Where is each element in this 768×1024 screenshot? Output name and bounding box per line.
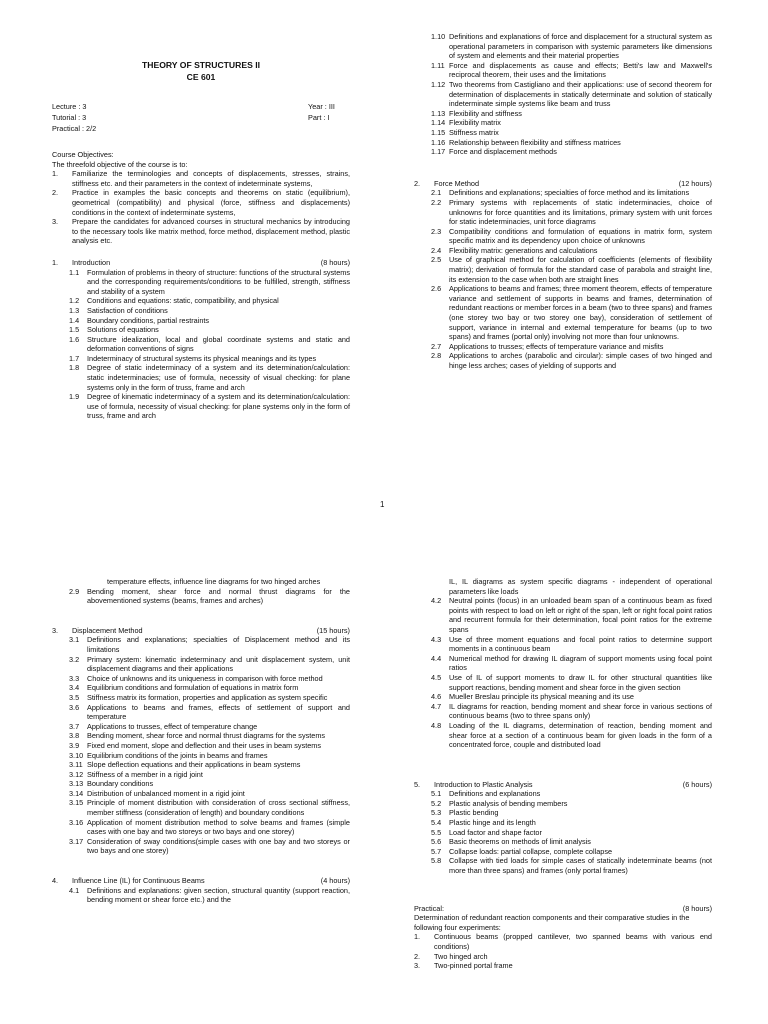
left-column-page2 xyxy=(52,577,350,905)
item-text: Definitions and explanations; specialties of force method and its limitations xyxy=(449,188,690,198)
item-text: Bending moment, shear force and normal thrust diagrams for the systems xyxy=(87,731,326,741)
item-number: 4.7 xyxy=(431,701,442,711)
list-item xyxy=(52,325,350,335)
item-text: Two-pinned portal frame xyxy=(434,961,513,971)
list-item xyxy=(52,296,350,306)
item-text: Applications to arches (parabolic and circular): simple cases of two hinged and hinge less arches; cases of yielding of supports and xyxy=(449,351,712,370)
item-number: 2. xyxy=(414,951,421,961)
section-4-items xyxy=(52,886,350,905)
left-column-page1 xyxy=(52,150,350,421)
item-text: Basic theorems on methods of limit analysis xyxy=(449,837,591,847)
list-item xyxy=(414,342,712,352)
item-number: 1.1 xyxy=(69,267,80,277)
item-text: Two theorems from Castigliano and their applications: use of second theorem for determination of displacements in statically determinate and solution of statically indeterminate simple systems like beam and truss xyxy=(449,79,712,109)
item-text: Load factor and shape factor xyxy=(449,827,542,837)
item-text: Applications to trusses; effects of temperature variance and misfits xyxy=(449,341,664,351)
item-number: 3.15 xyxy=(69,798,84,808)
item-text: Applications to beams and frames; three moment theorem, effects of temperature variance and settlement of supports in beams and frames, determination of redundant reactions or member forces in a beam (two to three spans) and frames (one storey two bay or two storey one bay), consideration of settlement of support, variance in internal and external temperature for beams (up to two spans) and frames (portal only) involving not more than four unknowns. xyxy=(449,284,712,342)
item-number: 3.10 xyxy=(69,750,84,760)
list-item xyxy=(52,188,350,217)
item-text: Definitions and explanations xyxy=(449,789,541,799)
list-item xyxy=(52,798,350,817)
list-item xyxy=(414,799,712,809)
list-item xyxy=(414,952,712,962)
list-item xyxy=(414,818,712,828)
item-number: 5.1 xyxy=(431,789,442,799)
list-item xyxy=(414,692,712,702)
section-1-heading: 1. Introduction (8 hours) xyxy=(52,257,350,267)
item-number: 1.16 xyxy=(431,137,446,147)
right-column-page1 xyxy=(414,32,712,371)
item-number: 1.3 xyxy=(69,305,80,315)
item-text: Collapse loads: partial collapse, complete collapse xyxy=(449,846,613,856)
item-number: 2.4 xyxy=(431,245,442,255)
item-text: Choice of unknowns and its uniqueness in comparison with force method xyxy=(87,673,323,683)
list-item xyxy=(414,837,712,847)
item-text: Familiarize the terminologies and concepts of displacements, stresses, strains, stiffness etc. and their parameters in the context of indeterminate systems, xyxy=(72,169,350,188)
item-text: Solutions of equations xyxy=(87,325,159,335)
list-item xyxy=(414,246,712,256)
list-item xyxy=(414,932,712,951)
item-number: 4.3 xyxy=(431,634,442,644)
item-number: 3.7 xyxy=(69,721,80,731)
list-item xyxy=(414,808,712,818)
list-item xyxy=(414,61,712,80)
list-item xyxy=(52,306,350,316)
item-number: 2.6 xyxy=(431,284,442,294)
lecture-hours: Lecture : 3 xyxy=(52,102,87,111)
list-item xyxy=(52,779,350,789)
list-item xyxy=(414,227,712,246)
item-text: Principle of moment distribution with consideration of cross sectional stiffness, member stiffness (consideration of length) and boundary conditions xyxy=(87,798,350,818)
list-item xyxy=(414,188,712,198)
item-number: 3.12 xyxy=(69,769,84,779)
list-item xyxy=(52,363,350,392)
objectives-intro: The threefold objective of the course is to: xyxy=(52,159,188,169)
item-number: 2.7 xyxy=(431,341,442,351)
section-4-items-cont xyxy=(414,596,712,750)
item-number: 5.6 xyxy=(431,837,442,847)
item-text: Definitions and explanations: given section, structural quantity (support reaction, bending moment or shear force etc.) and the xyxy=(87,885,350,905)
list-item xyxy=(52,741,350,751)
list-item xyxy=(414,789,712,799)
section-5-items xyxy=(414,789,712,875)
item-number: 1. xyxy=(52,169,59,179)
item-text: Stiffness matrix its formation, properties and application as system specific xyxy=(87,692,328,702)
list-item xyxy=(414,856,712,875)
list-item xyxy=(52,316,350,326)
list-item xyxy=(414,673,712,692)
list-item xyxy=(52,655,350,674)
list-item xyxy=(52,217,350,246)
item-number: 4.8 xyxy=(431,720,442,730)
item-number: 3.2 xyxy=(69,654,80,664)
practical-hours: Practical : 2/2 xyxy=(52,124,97,133)
item-text: Applications to trusses, effect of temperature change xyxy=(87,721,258,731)
item-text: Collapse with tied loads for simple cases of statically indeterminate beams (not more than three spans) and frames (only portal frames) xyxy=(449,856,712,876)
item-number: 5.7 xyxy=(431,846,442,856)
item-number: 1.15 xyxy=(431,127,446,137)
page-2 xyxy=(0,520,768,1024)
item-text: Compatibility conditions and formulation of equations in matrix form, system specific matrix and its dependency upon choice of unknowns xyxy=(449,226,712,246)
item-number: 1.12 xyxy=(431,79,446,89)
list-item: 2.9 Bending moment, shear force and normal thrust diagrams for the abovementioned systems (beams, frames and arches) xyxy=(69,586,350,606)
practical-items xyxy=(414,932,712,970)
item-number: 3.6 xyxy=(69,702,80,712)
item-number: 5.8 xyxy=(431,856,442,866)
item-number: 3.3 xyxy=(69,673,80,683)
list-item xyxy=(52,731,350,741)
item-number: 1.9 xyxy=(69,392,80,402)
item-number: 4.1 xyxy=(69,885,80,895)
list-item xyxy=(52,268,350,297)
item-number: 1.7 xyxy=(69,353,80,363)
list-item xyxy=(414,828,712,838)
list-item xyxy=(414,109,712,119)
item-text: Boundary conditions, partial restraints xyxy=(87,315,210,325)
item-number: 1.8 xyxy=(69,363,80,373)
item-text: Plastic bending xyxy=(449,808,499,818)
item-number: 1.5 xyxy=(69,325,80,335)
item-text: Equilibrium conditions of the joints in beams and frames xyxy=(87,750,268,760)
right-column-page2 xyxy=(414,577,712,971)
item-text: Plastic analysis of bending members xyxy=(449,798,568,808)
section-5-heading: 5. Introduction to Plastic Analysis (6 hours) xyxy=(414,779,712,789)
list-item xyxy=(414,32,712,61)
practical-heading: Practical: (8 hours) xyxy=(414,903,712,913)
item-number: 1.6 xyxy=(69,334,80,344)
item-text: Conditions and equations: static, compatibility, and physical xyxy=(87,296,279,306)
item-number: 3.13 xyxy=(69,779,84,789)
item-number: 3.11 xyxy=(69,760,83,770)
item-number: 3.9 xyxy=(69,740,80,750)
item-text: IL diagrams for reaction, bending moment and shear force in various sections of continuous beams (two to three spans only) xyxy=(449,701,712,721)
item-text: Neutral points (focus) in an unloaded beam span of a continuous beam as fixed points with respect to load on left or right of the span, left or right focal point ratios and recurrent formula for their determination, focal point ratios for the extreme spans xyxy=(449,596,712,634)
list-item xyxy=(52,722,350,732)
item-text: Boundary conditions xyxy=(87,779,154,789)
list-item xyxy=(52,789,350,799)
item-number: 4.2 xyxy=(431,596,442,606)
list-item xyxy=(414,118,712,128)
list-item xyxy=(414,596,712,634)
item-text: Consideration of sway conditions(simple cases with one bay and two storeys or two bays and one storey) xyxy=(87,836,350,856)
section-1-items xyxy=(52,268,350,422)
item-text: Slope deflection equations and their applications in beam systems xyxy=(87,760,301,770)
item-text: Prepare the candidates for advanced courses in structural mechanics by introducing to the necessary tools like matrix method, force method, displacement method, plastic analysis etc. xyxy=(72,217,350,246)
item-text: Primary system: kinematic indeterminacy and unit displacement system, unit displacement diagrams and their applications xyxy=(87,654,350,674)
list-item xyxy=(52,354,350,364)
item-text: Flexibility matrix: generations and calculations xyxy=(449,245,598,255)
item-text: Flexibility matrix xyxy=(449,118,501,128)
list-item xyxy=(52,837,350,856)
item-number: 1.17 xyxy=(431,147,446,157)
item-text: Distribution of unbalanced moment in a rigid joint xyxy=(87,788,245,798)
item-number: 3.8 xyxy=(69,731,80,741)
list-item xyxy=(52,693,350,703)
list-item xyxy=(52,635,350,654)
section-4-heading: 4. Influence Line (IL) for Continuous Beams (4 hours) xyxy=(52,876,350,886)
item-text: Stiffness of a member in a rigid joint xyxy=(87,769,203,779)
item-number: 1.13 xyxy=(431,108,446,118)
list-item xyxy=(52,760,350,770)
list-item xyxy=(414,654,712,673)
list-item xyxy=(52,392,350,421)
section-3-items xyxy=(52,635,350,856)
page-number: 1 xyxy=(380,500,385,509)
item-text: Flexibility and stiffness xyxy=(449,108,522,118)
item-4-1-continued: IL, IL diagrams as system specific diagrams - independent of operational parameters like loads xyxy=(449,577,712,596)
item-number: 3. xyxy=(52,217,59,227)
section-2-heading: 2. Force Method (12 hours) xyxy=(414,178,712,188)
item-text: Formulation of problems in theory of structure: functions of the structural systems and the corresponding requirements/conditions to be fulfilled, strength, stiffness and stability of a system xyxy=(87,267,350,296)
item-text: Primary systems with replacements of static indeterminacies, choice of unknowns for force quantities and its limitations, primary system with unit forces for static indeterminacies, unit force diagrams xyxy=(449,197,712,227)
list-item xyxy=(414,284,712,342)
section-3-heading: 3. Displacement Method (15 hours) xyxy=(52,625,350,635)
list-item xyxy=(52,335,350,354)
list-item xyxy=(414,198,712,227)
item-text: Relationship between flexibility and stiffness matrices xyxy=(449,137,621,147)
list-item xyxy=(414,147,712,157)
list-item xyxy=(52,886,350,905)
item-text: Use of graphical method for calculation of coefficients (elements of flexibility matrix); derivation of formula for the standard case of parabola and straight line, its extension to the case when both are straight lines xyxy=(449,255,712,284)
item-text: Indeterminacy of structural systems its physical meanings and its types xyxy=(87,353,317,363)
item-2-8-continued: temperature effects, influence line diagrams for two hinged arches xyxy=(107,577,321,586)
list-item xyxy=(414,702,712,721)
item-text: Applications to beams and frames, effects of settlement of support and temperature xyxy=(87,702,350,722)
list-item xyxy=(414,80,712,109)
item-number: 4.5 xyxy=(431,672,442,682)
item-text: Numerical method for drawing IL diagram of support moments using focal point ratios xyxy=(449,653,712,673)
item-number: 2.8 xyxy=(431,351,442,361)
list-item xyxy=(52,818,350,837)
list-item xyxy=(414,961,712,971)
practical-intro: Determination of redundant reaction components and their comparative studies in the following four experiments: xyxy=(414,913,690,932)
section-1-items-cont xyxy=(414,32,712,157)
item-text: Degree of static indeterminacy of a system and its determination/calculation: static indeterminacies; use of formula, necessity of visual checking: for plane systems only in the form of truss, frame and arch xyxy=(87,363,350,392)
list-item xyxy=(414,128,712,138)
item-text: Degree of kinematic indeterminacy of a system and its determination/calculation: use of formula, necessity of visual checking: for plane systems only in the form of truss, frame and arch xyxy=(87,392,350,421)
item-number: 3.5 xyxy=(69,692,80,702)
section-2-items xyxy=(414,188,712,370)
item-number: 4.6 xyxy=(431,692,442,702)
list-item xyxy=(52,169,350,188)
item-text: Use of IL of support moments to draw IL for other structural quantities like support reactions, bending moment and shear force in the given section xyxy=(449,672,712,692)
tutorial-hours: Tutorial : 3 xyxy=(52,113,87,122)
item-text: Mueller Breslau principle its physical meaning and its use xyxy=(449,692,634,702)
item-number: 3.14 xyxy=(69,788,84,798)
part-label: Part : I xyxy=(308,113,330,122)
list-item xyxy=(52,683,350,693)
item-text: Fixed end moment, slope and deflection and their uses in beam systems xyxy=(87,740,322,750)
item-text: Stiffness matrix xyxy=(449,127,499,137)
objectives-list xyxy=(52,169,350,246)
item-text: Use of three moment equations and focal point ratios to determine support moments in a continuous beam xyxy=(449,634,712,654)
item-number: 3. xyxy=(414,961,421,971)
item-number: 3.1 xyxy=(69,635,80,645)
item-text: Continuous beams (propped cantilever, two spanned beams with various end conditions) xyxy=(434,932,712,951)
list-item xyxy=(52,770,350,780)
list-item xyxy=(52,703,350,722)
item-number: 3.17 xyxy=(69,836,84,846)
item-number: 5.3 xyxy=(431,808,442,818)
list-item xyxy=(52,674,350,684)
item-number: 1.10 xyxy=(431,32,446,41)
item-text: Plastic hinge and its length xyxy=(449,818,536,828)
item-number: 5.2 xyxy=(431,798,442,808)
item-text: Two hinged arch xyxy=(434,951,488,961)
item-number: 1.14 xyxy=(431,118,446,128)
course-code: CE 601 xyxy=(186,72,216,82)
item-text: Loading of the IL diagrams, determination of reaction, bending moment and shear force at a section of a continuous beam for given loads in the form of a concentrated force, couple and distributed load xyxy=(449,720,712,750)
list-item xyxy=(414,721,712,750)
item-number: 3.4 xyxy=(69,683,80,693)
list-item xyxy=(414,351,712,370)
item-text: Equilibrium conditions and formulation of equations in matrix form xyxy=(87,683,299,693)
item-text: Structure idealization, local and global coordinate systems and static and deformation conventions of signs xyxy=(87,334,350,354)
item-number: 1.4 xyxy=(69,315,80,325)
list-item xyxy=(414,138,712,148)
year-label: Year : III xyxy=(308,102,335,111)
item-number: 3.16 xyxy=(69,817,84,827)
item-number: 1. xyxy=(414,932,421,942)
item-text: Force and displacements as cause and effects; Betti's law and Maxwell's reciprocal theorem, their uses and the limitations xyxy=(449,60,712,80)
item-number: 4.4 xyxy=(431,653,442,663)
objectives-heading: Course Objectives: xyxy=(52,150,114,159)
item-text: Force and displacement methods xyxy=(449,147,557,157)
item-number: 2.3 xyxy=(431,226,442,236)
item-text: Definitions and explanations; specialties of Displacement method and its limitations xyxy=(87,635,350,654)
item-text: Definitions and explanations of force and displacement for a structural system as operational parameters in comparison with systemic parameters like dimensions of system and elements and their material properties xyxy=(449,32,712,61)
item-number: 5.5 xyxy=(431,827,442,837)
item-text: Satisfaction of conditions xyxy=(87,305,168,315)
list-item xyxy=(414,635,712,654)
list-item xyxy=(414,847,712,857)
course-title: THEORY OF STRUCTURES II xyxy=(142,60,260,70)
item-number: 5.4 xyxy=(431,818,442,828)
item-number: 2.1 xyxy=(431,188,442,198)
item-number: 2.5 xyxy=(431,255,442,265)
list-item xyxy=(414,255,712,284)
item-text: Practice in examples the basic concepts and theorems on static (equilibrium), geometrical (compatibility) and physical (force, stiffness and displacements) conditions in the context of indeterminate systems, xyxy=(72,188,350,217)
item-number: 1.11 xyxy=(431,60,445,70)
item-number: 2.2 xyxy=(431,197,442,207)
list-item xyxy=(52,751,350,761)
item-number: 2. xyxy=(52,188,59,198)
item-text: Application of moment distribution method to solve beams and frames (simple cases with one bay and two storeys or two bays and one storey) xyxy=(87,817,350,837)
item-number: 1.2 xyxy=(69,296,80,306)
